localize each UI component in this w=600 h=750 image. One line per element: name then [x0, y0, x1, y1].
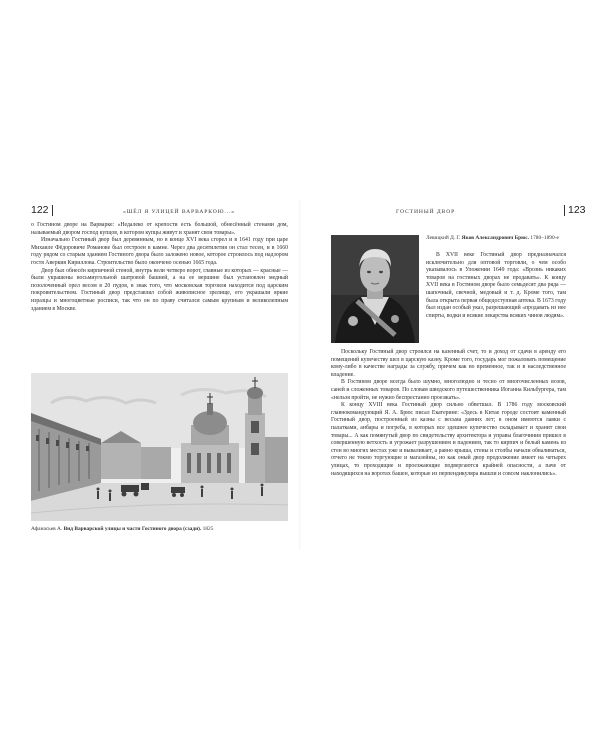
right-side-text — [426, 252, 566, 320]
portrait-caption-title: Яков Александрович Брюс. — [461, 235, 530, 241]
right-running-head: ГОСТИНЫЙ ДВОР — [396, 209, 456, 215]
right-paragraph-3: К концу XVIII века Гостиный двор сильно обветшал. В 1786 году московский главнокомандующий Я. А. Брюс писал Екатерине: «Здесь в Китае городе состоит каменный Гостиный двор, построенный из казны с весьма давних лет; в оном имеются лавки с палатками, анбары и погреба, в которых все здешнее купечество складывает и хранит свои товары... А как помянутый двор по свидетельству архитектора и управы благочиния пришел в совершенную ветхость и угрожает разрушением и падением, так то кирпич и белый камень из стен во многих местах уже и вываливает, а равно крыша, стены и столбы начали обваливаться, отчего не токмо торгующие и магазейны, но как оный двор продолжение имеет на четырех улицах, то проходящие и проезжающие подвергаются крайней опасности, а паче от находящихся на воротах башен, которые из перпендикуляра вышли и совсем наклонились». — [331, 402, 566, 477]
portrait-caption-years: 1780–1890-е — [529, 235, 559, 241]
engraving-caption-year: 1825 — [201, 526, 214, 532]
right-header-divider — [564, 205, 565, 216]
gutter-shadow — [299, 200, 301, 550]
right-page-number: 123 — [568, 204, 586, 216]
left-paragraph-2: Изначально Гостиный двор был деревянным, но в конце XVI века сгорел и в 1641 году при царе Михаиле Фёдоровиче Романове был отстроен в камне. Через два десятилетия он стал тесен, и в 1660 году рядом со старым зданием Гостиного двора было заложено новое, которое строилось под надзором гостя Аверкия Кириллова. Строительство было окончено осенью 1665 года. — [31, 237, 288, 266]
portrait-yakov-bruce — [331, 235, 419, 343]
left-paragraph-1: о Гостином дворе на Варварке: «Недалеко от крепости есть большой, обнесённый стенами дом, называемый двором господ купцов, в котором купцы живут и хранят свои товары». — [31, 222, 288, 236]
right-paragraph-1: Поскольку Гостиный двор строился на казенный счет, то и доход от сдачи в аренду его помещений купечеству шел в царскую казну. Кроме того, государь мог пожаловать помещение кому-либо в качестве награды за службу, причем как во временное, так и в наследственное владение. — [331, 349, 566, 378]
portrait-caption-author: Левицкий Д. Г. — [426, 235, 462, 241]
portrait-caption — [426, 235, 566, 242]
left-body-text — [31, 222, 288, 313]
right-paragraph-2: В Гостином дворе всегда было шумно, многолюдно и тесно от многочисленных возов, саней и сложенных товаров. По словам шведского путешественника Иоганна Кильбургера, там «нельзя пройти, не нужно беспрестанно проезжать». — [331, 379, 566, 401]
engraving-caption — [31, 526, 288, 533]
right-body-text — [331, 349, 566, 478]
left-page-number: 122 — [31, 204, 49, 216]
engraving-varvarka-street — [31, 373, 288, 521]
left-paragraph-3: Двор был обнесён кирпичной стеной, внутрь вели четверо ворот, главные из которых — красные — были украшены восьмиугольной шатровой башней, а на ее вершине был установлен медный позолоченный орел весом в 20 пудов, в знак того, что московская торговля находится под царским покровительством. Гостиный двор представлял собой живописное зрелище, его украшали яркие изразцы и многоцветные росписи, так что он по праву считался самым крупным и великолепным зданием в Москве. — [31, 267, 288, 312]
right-side-paragraph-1: В XVII веке Гостиный двор предназначался исключительно для оптовой торговли, о чем особо указывалось в Уложении 1649 года: «Врознь никаких товаров на гостиных дворах не продавать». К концу XVII века в Гостином дворе было семьдесят два ряда — шапочный, свечной, медовый и т. д. Кроме того, там была открыта первая общедоступная аптека. В 1673 году был издан особый указ, разрешающий «продавать из нее спирты, водки и всякие лекарства всяких чинов людям». — [426, 252, 566, 319]
left-running-head: «ШЁЛ Я УЛИЦЕЙ ВАРВАРКОЮ...» — [123, 209, 235, 215]
left-header-divider — [52, 205, 53, 216]
engraving-caption-author: Афанасьев А. — [31, 526, 64, 532]
engraving-caption-title: Вид Варварской улицы и части Гостиного двора (сзади). — [63, 526, 202, 532]
